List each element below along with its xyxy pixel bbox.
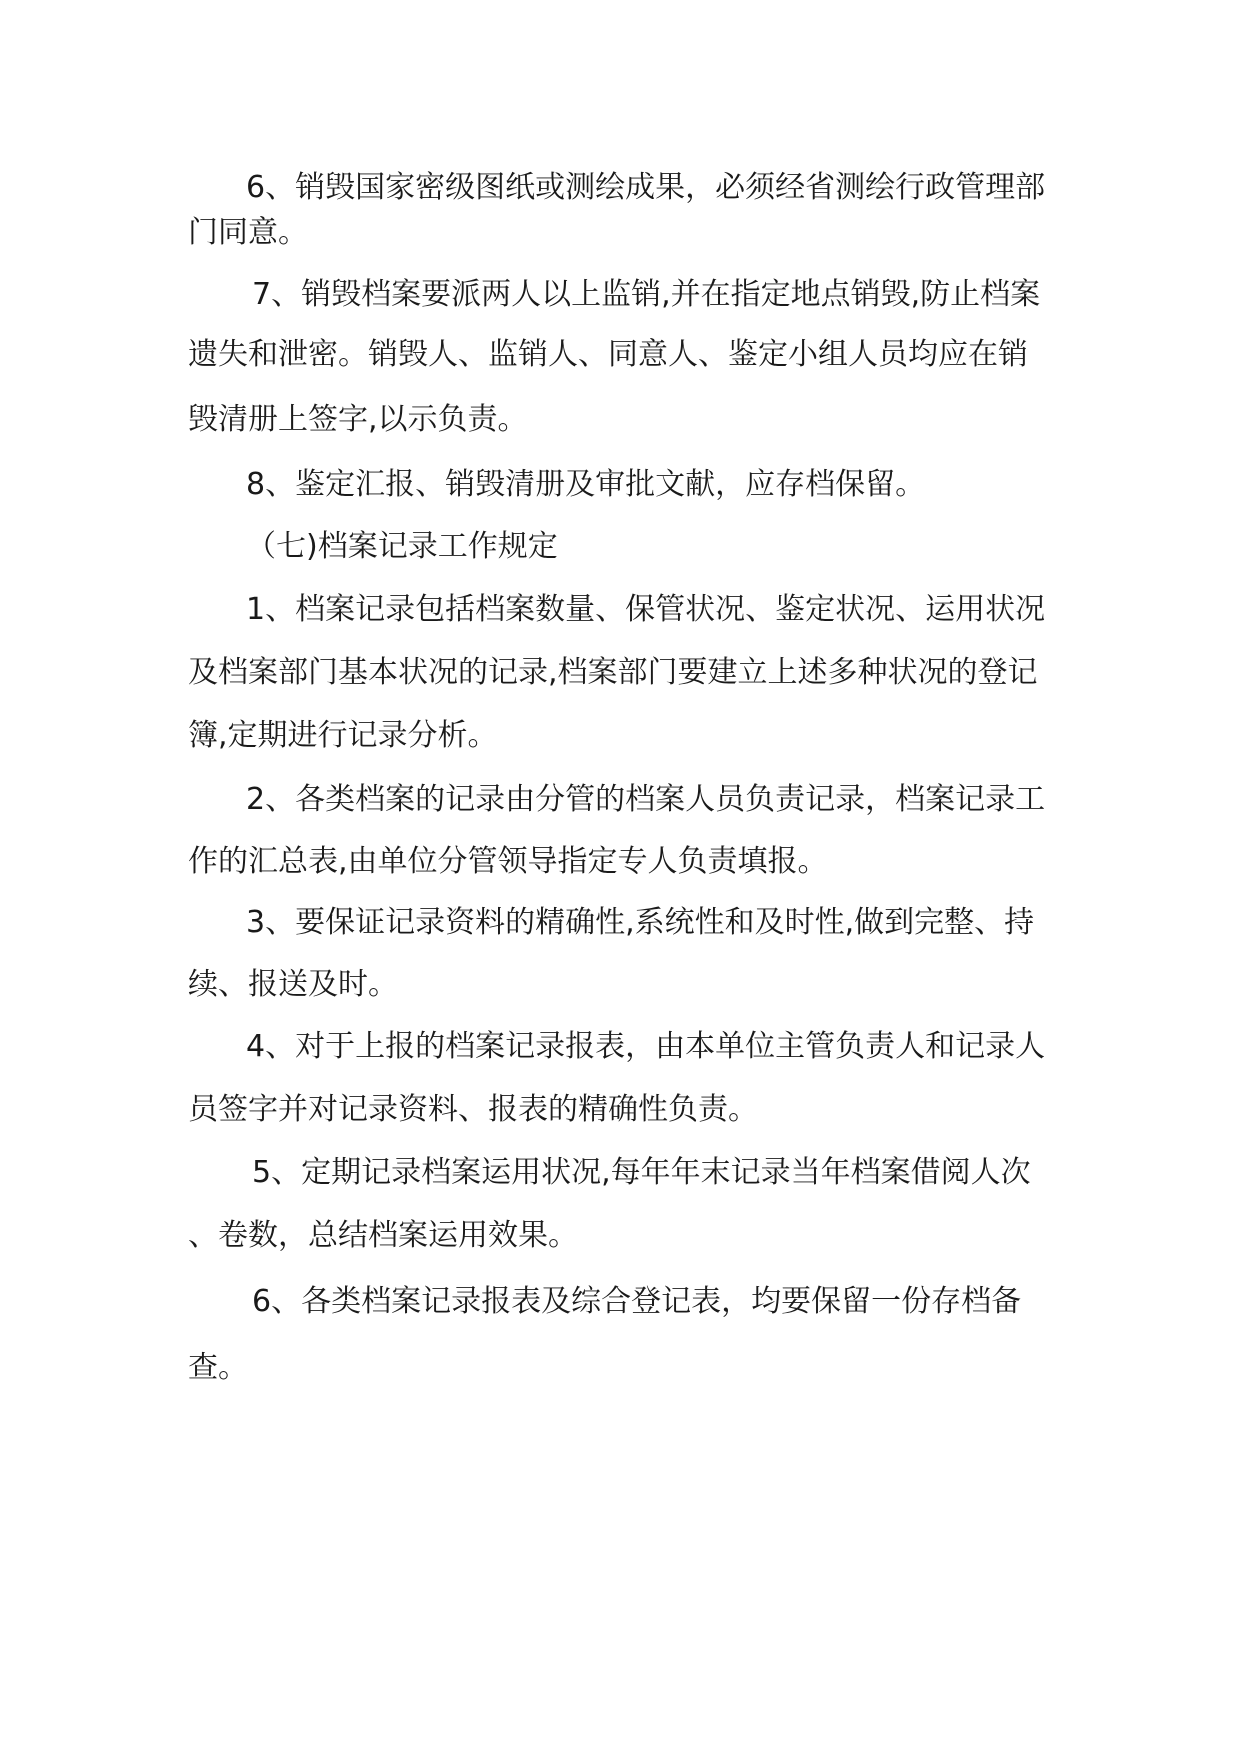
record-3-line-2: 续、报送及时。 (188, 967, 398, 1002)
paragraph-6-line-2: 门同意。 (188, 215, 308, 250)
paragraph-7-line-3: 毁清册上签字,以示负责。 (188, 402, 528, 437)
record-4-line-1: 4、对于上报的档案记录报表，由本单位主管负责人和记录人 (246, 1029, 1046, 1064)
record-6-line-2: 查。 (188, 1350, 248, 1385)
record-1-line-2: 及档案部门基本状况的记录,档案部门要建立上述多种状况的登记 (188, 655, 1038, 690)
record-4-line-2: 员签字并对记录资料、报表的精确性负责。 (188, 1092, 758, 1127)
paragraph-8-line-1: 8、鉴定汇报、销毁清册及审批文献，应存档保留。 (246, 467, 926, 502)
paragraph-6-line-1: 6、销毁国家密级图纸或测绘成果，必须经省测绘行政管理部 (246, 170, 1046, 205)
record-2-line-1: 2、各类档案的记录由分管的档案人员负责记录，档案记录工 (246, 782, 1046, 817)
paragraph-7-line-2: 遗失和泄密。销毁人、监销人、同意人、鉴定小组人员均应在销 (188, 337, 1028, 372)
record-6-line-1: 6、各类档案记录报表及综合登记表，均要保留一份存档备 (252, 1284, 1022, 1319)
record-1-line-3: 簿,定期进行记录分析。 (188, 718, 498, 753)
record-5-line-1: 5、定期记录档案运用状况,每年年末记录当年档案借阅人次 (252, 1155, 1031, 1190)
section-heading-7: （七)档案记录工作规定 (246, 529, 558, 564)
record-1-line-1: 1、档案记录包括档案数量、保管状况、鉴定状况、运用状况 (246, 592, 1046, 627)
record-3-line-1: 3、要保证记录资料的精确性,系统性和及时性,做到完整、持 (246, 905, 1035, 940)
record-5-line-2: 、卷数，总结档案运用效果。 (188, 1218, 578, 1253)
paragraph-7-line-1: 7、销毁档案要派两人以上监销,并在指定地点销毁,防止档案 (252, 277, 1041, 312)
record-2-line-2: 作的汇总表,由单位分管领导指定专人负责填报。 (188, 844, 828, 879)
